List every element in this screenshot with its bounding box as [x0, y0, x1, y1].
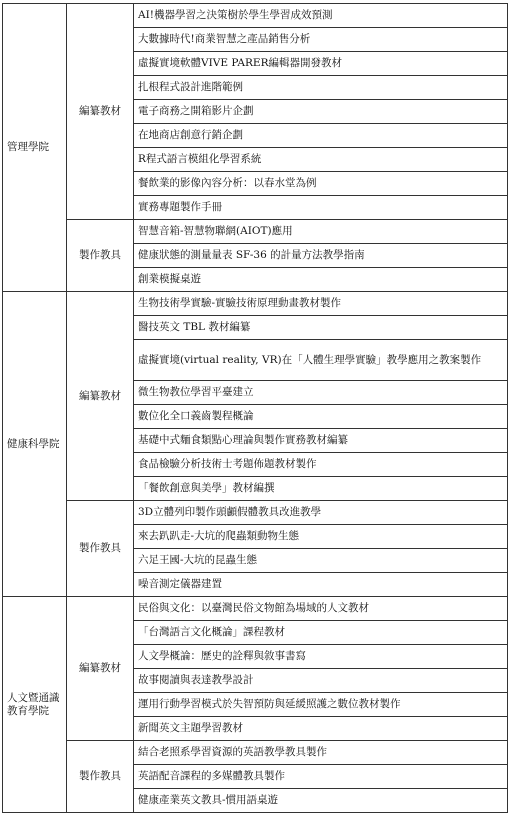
project-title-cell: 噪音測定儀器建置	[134, 573, 508, 597]
project-title-cell: 微生物教位學習平臺建立	[134, 381, 508, 405]
project-title-cell: 生物技術學實驗-實驗技術原理動畫教材製作	[134, 292, 508, 316]
project-title-cell: 運用行動學習模式於失智預防與延緩照護之數位教材製作	[134, 693, 508, 717]
project-title-cell: 數位化全口義齒製程概論	[134, 405, 508, 429]
project-title-cell: 健康產業英文教具-慣用語桌遊	[134, 789, 508, 813]
teaching-materials-table	[2, 3, 508, 813]
project-title-cell: 六足王國-大坑的昆蟲生態	[134, 549, 508, 573]
project-title-cell: 醫技英文 TBL 教材編纂	[134, 316, 508, 340]
project-title-cell: 故事閱讀與表達教學設計	[134, 669, 508, 693]
project-title-cell: 餐飲業的影像內容分析：以春水堂為例	[134, 172, 508, 196]
project-title-cell: 英語配音課程的多媒體教具製作	[134, 765, 508, 789]
category-cell: 製作教具	[67, 501, 134, 597]
project-title-cell: 人文學概論：歷史的詮釋與敘事書寫	[134, 645, 508, 669]
project-title-cell: 在地商店創意行銷企劃	[134, 124, 508, 148]
table-row	[3, 4, 508, 28]
category-cell: 編纂教材	[67, 597, 134, 741]
project-title-cell: 民俗與文化：以臺灣民俗文物館為場域的人文教材	[134, 597, 508, 621]
project-title-cell: 「餐飲創意與美學」教材編撰	[134, 477, 508, 501]
project-title-cell: 智慧音箱-智慧物聯網(AIOT)應用	[134, 220, 508, 244]
project-title-cell: 創業模擬桌遊	[134, 268, 508, 292]
project-title-cell: 3D立體列印製作頭顱假體教具改進教學	[134, 501, 508, 525]
project-title-cell: 實務專題製作手冊	[134, 196, 508, 220]
project-title-cell: 電子商務之開箱影片企劃	[134, 100, 508, 124]
project-title-cell: 食品檢驗分析技術士考題佈題教材製作	[134, 453, 508, 477]
table-body	[3, 4, 508, 813]
project-title-cell: 結合老照系學習資源的英語教學教具製作	[134, 741, 508, 765]
project-title-cell: 基礎中式麵食類點心理論與製作實務教材編纂	[134, 429, 508, 453]
project-title-cell: 新聞英文主題學習教材	[134, 717, 508, 741]
college-cell: 健康科學院	[3, 292, 67, 597]
category-cell: 製作教具	[67, 220, 134, 292]
project-title-cell: AI!機器學習之決策樹於學生學習成效預測	[134, 4, 508, 28]
category-cell: 製作教具	[67, 741, 134, 813]
table-row	[3, 501, 508, 525]
project-title-cell: 健康狀態的測量量表 SF-36 的計量方法教學指南	[134, 244, 508, 268]
project-title-cell: 大數據時代!商業智慧之產品銷售分析	[134, 28, 508, 52]
project-title-cell: 「台灣語言文化概論」課程教材	[134, 621, 508, 645]
college-cell: 管理學院	[3, 4, 67, 292]
table-row	[3, 220, 508, 244]
table-row	[3, 741, 508, 765]
project-title-cell: R程式語言模組化學習系統	[134, 148, 508, 172]
college-cell: 人文暨通識教育學院	[3, 597, 67, 813]
category-cell: 編纂教材	[67, 292, 134, 501]
project-title-cell: 扎根程式設計進階範例	[134, 76, 508, 100]
project-title-cell: 來去趴趴走-大坑的爬蟲類動物生態	[134, 525, 508, 549]
project-title-cell: 虛擬實境(virtual reality, VR)在「人體生理學實驗」教學應用之教案製作	[134, 340, 508, 381]
table-row	[3, 292, 508, 316]
category-cell: 編纂教材	[67, 4, 134, 220]
table-row	[3, 597, 508, 621]
project-title-cell: 虛擬實境軟體VIVE PARER編輯器開發教材	[134, 52, 508, 76]
